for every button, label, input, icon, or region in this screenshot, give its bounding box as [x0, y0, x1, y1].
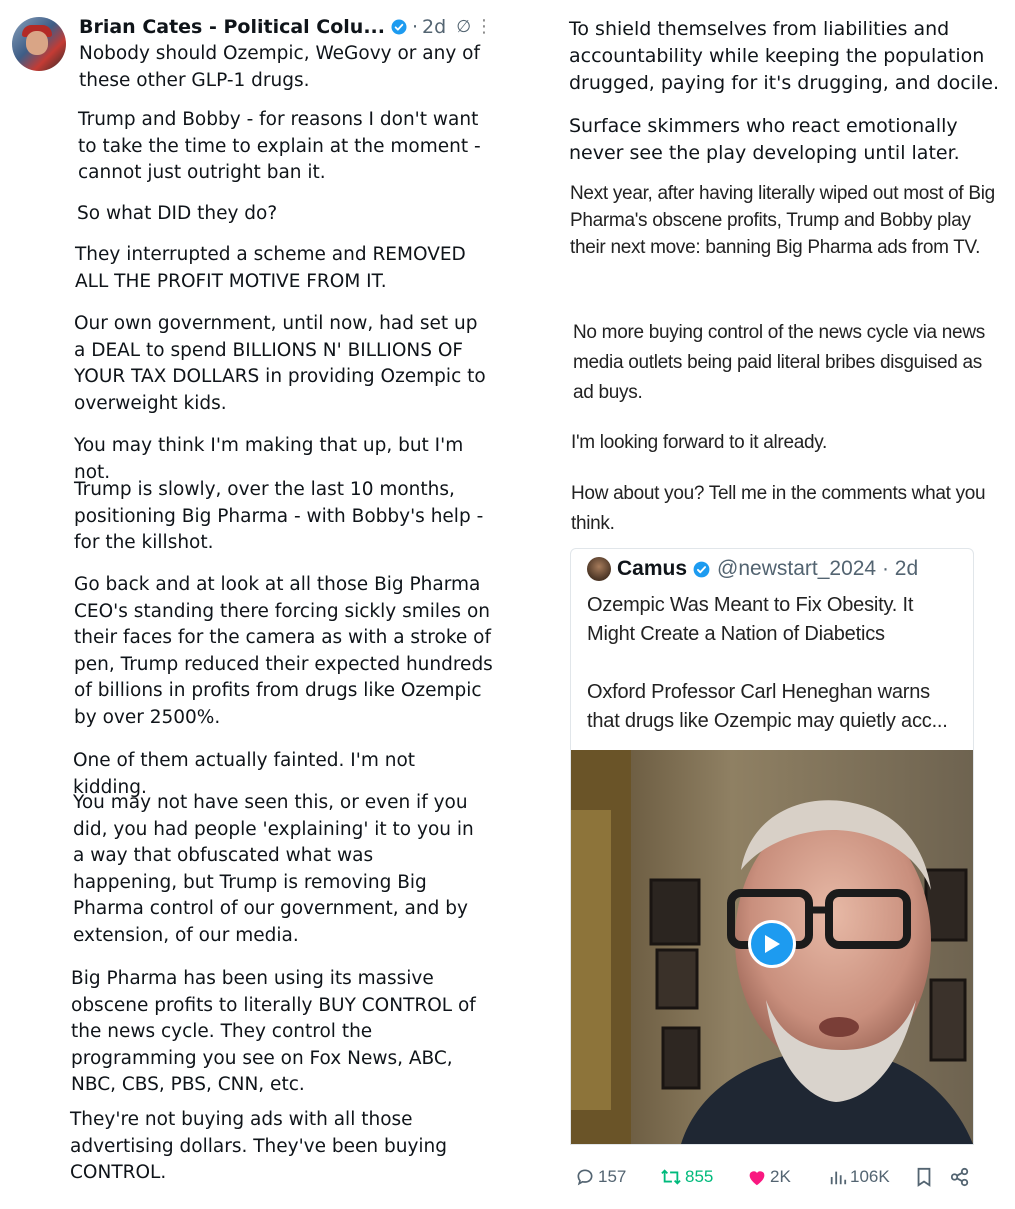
reply-count: 157	[598, 1167, 627, 1186]
heart-icon	[747, 1168, 767, 1186]
quoted-author-avatar[interactable]	[587, 557, 611, 581]
post-paragraph: Big Pharma has been using its massive obscene profits to literally BUY CONTROL of the news cycle. They control the programming you see on Fox News, ABC, NBC, CBS, PBS, CNN, etc.	[71, 968, 476, 1095]
post-paragraph: Trump and Bobby - for reasons I don't want to take the time to explain at the moment - cannot just outright ban it.	[78, 109, 481, 183]
post-paragraph: No more buying control of the news cycle via news media outlets being paid literal bribes disguised as ad buys.	[573, 322, 985, 403]
bookmark-icon	[915, 1167, 933, 1187]
repost-button[interactable]	[660, 1162, 713, 1192]
post-paragraph: So what DID they do?	[77, 203, 278, 224]
reply-icon	[575, 1167, 595, 1187]
post-paragraph: How about you? Tell me in the comments what you think.	[571, 483, 986, 534]
quoted-post-header	[587, 557, 918, 581]
quoted-post-title: Ozempic Was Meant to Fix Obesity. It Might Create a Nation of Diabetics	[587, 594, 914, 645]
bookmark-button[interactable]	[915, 1162, 936, 1192]
post-paragraph: They're not buying ads with all those advertising dollars. They've been buying CONTROL.	[70, 1109, 448, 1183]
right-column	[545, 0, 1015, 1209]
verified-badge-icon	[692, 560, 711, 579]
post-paragraph: They interrupted a scheme and REMOVED ALL THE PROFIT MOTIVE FROM IT.	[75, 244, 466, 292]
post-time[interactable]: 2d	[422, 16, 447, 38]
post-action-bar	[575, 1162, 975, 1192]
video-thumbnail[interactable]	[571, 750, 973, 1144]
quoted-post-summary: Oxford Professor Carl Heneghan warns that drugs like Ozempic may quietly acc...	[587, 681, 948, 732]
post-paragraph: Trump is slowly, over the last 10 months, positioning Big Pharma - with Bobby's help - for the killshot.	[74, 479, 484, 553]
play-icon[interactable]	[748, 920, 796, 968]
views-button[interactable]	[829, 1162, 890, 1192]
post-paragraph: Go back and at look at all those Big Pharma CEO's standing there forcing sickly smiles on their faces for the camera as with a stroke of pen, Trump reduced their expected hundreds of billions in profits from drugs like Ozempic by over 2500%.	[74, 574, 493, 728]
analytics-icon	[829, 1168, 847, 1186]
post-paragraph: I'm looking forward to it already.	[571, 432, 828, 453]
separator-dot: ·	[412, 16, 419, 38]
left-column	[0, 0, 500, 1209]
share-button[interactable]	[950, 1162, 973, 1192]
post-paragraph: One of them actually fainted. I'm not kidding.	[73, 750, 416, 798]
quoted-author-handle[interactable]: @newstart_2024 · 2d	[717, 557, 919, 580]
quoted-post-card[interactable]	[570, 548, 974, 1145]
author-name[interactable]: Brian Cates - Political Colu...	[79, 16, 385, 38]
quoted-author-name[interactable]: Camus	[617, 557, 688, 580]
like-count: 2K	[770, 1167, 791, 1186]
author-avatar[interactable]	[12, 17, 66, 71]
repost-count: 855	[685, 1167, 714, 1186]
reply-button[interactable]	[575, 1162, 626, 1192]
view-count: 106K	[850, 1167, 890, 1186]
post-paragraph: Nobody should Ozempic, WeGovy or any of these other GLP-1 drugs.	[79, 43, 481, 91]
like-button[interactable]	[747, 1162, 791, 1192]
post-paragraph: To shield themselves from liabilities and accountability while keeping the population drugged, paying for it's drugging, and docile.	[569, 18, 999, 94]
post-paragraph: Next year, after having literally wiped out most of Big Pharma's obscene profits, Trump and Bobby play their next move: banning Big Pharma ads from TV.	[570, 183, 995, 258]
post-paragraph: You may not have seen this, or even if you did, you had people 'explaining' it to you in a way that obfuscated what was happening, but Trump is removing Big Pharma control of our government, and by extension, of our media.	[73, 792, 474, 946]
post-paragraph: You may think I'm making that up, but I'm not.	[74, 435, 464, 483]
more-options-icon[interactable]: ⋮	[475, 16, 493, 37]
verified-badge-icon	[390, 18, 408, 36]
post-paragraph: Our own government, until now, had set up a DEAL to spend BILLIONS N' BILLIONS OF YOUR TAX DOLLARS in providing Ozempic to overweight kids.	[74, 313, 486, 414]
post-paragraph: Surface skimmers who react emotionally never see the play developing until later.	[569, 115, 960, 164]
post-header	[79, 14, 471, 40]
grok-icon[interactable]: ∅	[456, 17, 472, 37]
share-icon	[950, 1167, 970, 1187]
repost-icon	[660, 1167, 682, 1187]
